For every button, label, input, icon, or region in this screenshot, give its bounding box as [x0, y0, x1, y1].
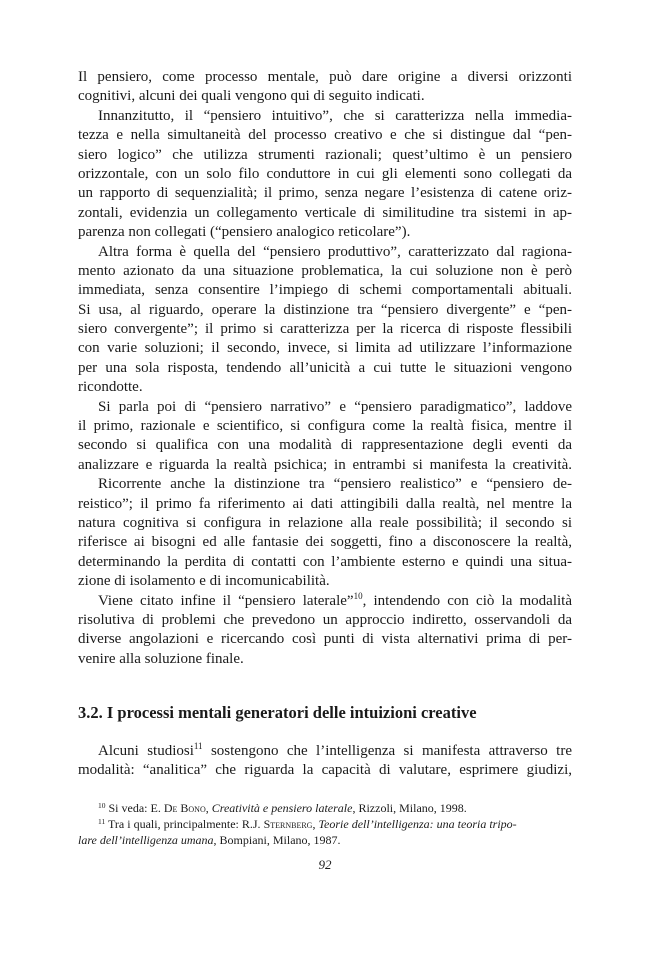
footnote-text: , — [205, 801, 212, 815]
text-line: Ricorrente anche la distinzione tra “pensiero realistico” e “pensiero de- — [98, 476, 572, 493]
text-line: un rapporto di sequenzialità; il primo, senza negare l’esistenza di catene oriz- — [78, 185, 572, 202]
text-line: riferisce ai bisogni ed alle fantasie dei soggetti, fino a disconoscere la realtà, — [78, 534, 572, 551]
text-line: Il pensiero, come processo mentale, può dare origine a diversi orizzonti — [78, 69, 572, 85]
text-line: immediata, senza consentire l’impiego di schemi comportamentali abituali. — [78, 282, 572, 299]
page-number: 92 — [318, 857, 332, 872]
footnote-ref-10[interactable]: 10 — [353, 590, 363, 601]
footnote-text: , — [312, 817, 319, 831]
footnote-number: 10 — [98, 801, 106, 810]
text-line: risolutiva di problemi che prevedono un approccio indiretto, osservandoli da — [78, 611, 572, 628]
footnote-title: Creatività e pensiero laterale — [211, 801, 353, 815]
text-line — [78, 742, 572, 761]
text-line: ricondotte. — [78, 379, 143, 396]
text-line: modalità: “analitica” che riguarda la capacità di valutare, esprimere giudizi, — [78, 762, 572, 779]
footnote-ref-11[interactable]: 11 — [193, 741, 203, 751]
text-line: reistico”; il primo fa riferimento ai dati attingibili dalla realtà, nel mentre la — [78, 495, 572, 512]
text-line: diverse angolazioni e ricercando così punti di vista alternativi prima di per- — [78, 631, 572, 648]
footnote-author: De Bono — [163, 801, 206, 815]
footnote-text: Si veda: E. — [105, 801, 164, 815]
body-text — [78, 68, 572, 669]
text-fragment: Alcuni studiosi — [98, 743, 194, 759]
text-line: mento azionato da una situazione problematica, la cui soluzione non è però — [78, 262, 572, 279]
text-line: Altra forma è quella del “pensiero produttivo”, caratterizzato dal ragiona- — [98, 243, 572, 260]
footnote-10 — [78, 800, 572, 816]
body-text-continued — [78, 742, 572, 781]
section-heading: 3.2. I processi mentali generatori delle intuizioni creative — [78, 703, 477, 722]
footnote-11 — [78, 816, 572, 832]
footnote-title: Teorie dell’intelligenza: una teoria tripo- — [318, 817, 517, 831]
text-line — [78, 592, 572, 611]
text-line: parenza non collegati (“pensiero analogico reticolare”). — [78, 224, 411, 241]
text-line: orizzontale, con un solo filo conduttore in cui gli elementi sono collegati da — [78, 165, 572, 182]
text-line: zione di isolamento e di incomunicabilità. — [78, 573, 330, 590]
footnote-author: Sternberg — [263, 817, 313, 831]
text-fragment: sostengono che l’intelligenza si manifesta attraverso tre — [202, 743, 572, 759]
text-line: per una sola risposta, tendendo all’unicità a cui tutte le situazioni vengono — [78, 359, 572, 376]
text-fragment: Viene citato infine il “pensiero laterale” — [98, 592, 354, 609]
footnote-number: 11 — [98, 817, 106, 826]
footnote-text: , Rizzoli, Milano, 1998. — [352, 801, 467, 815]
text-line: Si usa, al riguardo, operare la distinzione tra “pensiero divergente” e “pen- — [78, 301, 572, 318]
text-line: cognitivi, alcuni dei quali vengono qui di seguito indicati. — [78, 88, 425, 105]
text-line: tezza e nella simultaneità del processo creativo e che si distingue dal “pen- — [78, 127, 572, 144]
text-line: natura cognitiva si configura in relazione alla reale possibilità; il secondo si — [78, 514, 572, 531]
text-line: analizzare e riguarda la realtà psichica; in entrambi si manifesta la creatività. — [78, 456, 572, 473]
text-line: venire alla soluzione finale. — [78, 650, 244, 667]
text-line: zontali, evidenzia un collegamento verticale di similitudine tra sistemi in ap- — [78, 204, 572, 221]
text-line: determinando la perdita di contatti con l’ambiente esterno e quindi una situa- — [78, 553, 572, 570]
footnote-11-continued — [78, 832, 572, 848]
text-line: secondo si qualifica con una modalità di rappresentazione degli eventi da — [78, 437, 572, 454]
footnote-text: , Bompiani, Milano, 1987. — [213, 833, 341, 847]
footnote-text: Tra i quali, principalmente: R.J. — [105, 817, 264, 831]
text-line: il primo, razionale e scientifico, si configura come la realtà fisica, mentre il — [78, 418, 572, 435]
text-fragment: , intendendo con ciò la modalità — [362, 592, 572, 609]
text-line: Innanzitutto, il “pensiero intuitivo”, che si caratterizza nella immedia- — [98, 107, 572, 124]
text-line: Si parla poi di “pensiero narrativo” e “pensiero paradigmatico”, laddove — [98, 398, 572, 415]
footnote-title: lare dell’intelligenza umana — [78, 833, 214, 847]
text-line: siero logico” che utilizza strumenti razionali; quest’ultimo è un pensiero — [78, 146, 572, 163]
text-line: con varie soluzioni; il secondo, invece, si limita ad utilizzare l’informazione — [78, 340, 572, 357]
text-line: siero convergente”; il primo si caratterizza per la ricerca di risposte flessibili — [78, 321, 572, 338]
